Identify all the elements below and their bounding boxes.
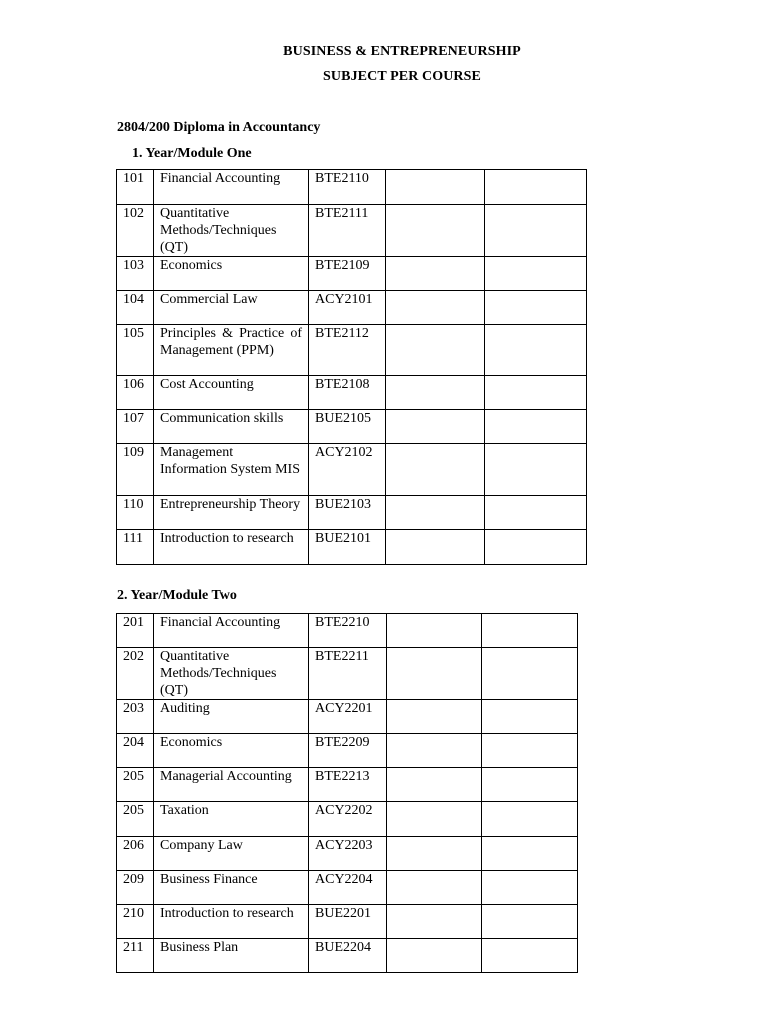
table-row xyxy=(117,700,578,734)
subject-name-cell: Financial Accounting xyxy=(154,614,309,648)
course-heading: 2804/200 Diploma in Accountancy xyxy=(117,120,321,135)
subject-name-cell: Business Plan xyxy=(154,939,309,973)
subject-code-cell: BTE2111 xyxy=(309,205,386,257)
subject-code-cell: BUE2103 xyxy=(309,496,386,530)
subject-code-cell: BTE2108 xyxy=(309,376,386,410)
empty-cell xyxy=(482,648,578,700)
empty-cell xyxy=(482,905,578,939)
table-row xyxy=(117,257,587,291)
empty-cell xyxy=(482,700,578,734)
module-one-heading: 1. Year/Module One xyxy=(132,146,252,161)
table-row xyxy=(117,614,578,648)
empty-cell xyxy=(482,837,578,871)
empty-cell xyxy=(386,410,485,444)
subject-name-cell: Auditing xyxy=(154,700,309,734)
empty-cell xyxy=(482,871,578,905)
empty-cell xyxy=(386,170,485,205)
table-row xyxy=(117,648,578,700)
document-subtitle: SUBJECT PER COURSE xyxy=(323,69,481,84)
subject-code-cell: BTE2109 xyxy=(309,257,386,291)
empty-cell xyxy=(386,444,485,496)
subject-code-cell: ACY2202 xyxy=(309,802,387,837)
module-one-table xyxy=(116,169,587,565)
subject-name-cell: Financial Accounting xyxy=(154,170,309,205)
empty-cell xyxy=(485,530,587,565)
subject-code-cell: ACY2203 xyxy=(309,837,387,871)
empty-cell xyxy=(386,291,485,325)
empty-cell xyxy=(387,648,482,700)
empty-cell xyxy=(485,444,587,496)
subject-number-cell: 205 xyxy=(117,802,154,837)
subject-code-cell: BUE2204 xyxy=(309,939,387,973)
empty-cell xyxy=(386,257,485,291)
subject-code-cell: BTE2213 xyxy=(309,768,387,802)
empty-cell xyxy=(387,700,482,734)
empty-cell xyxy=(387,614,482,648)
table-row xyxy=(117,410,587,444)
subject-number-cell: 206 xyxy=(117,837,154,871)
table-row xyxy=(117,444,587,496)
subject-number-cell: 103 xyxy=(117,257,154,291)
subject-name-cell: Quantitative Methods/Techniques (QT) xyxy=(154,648,309,700)
subject-number-cell: 201 xyxy=(117,614,154,648)
empty-cell xyxy=(386,325,485,376)
empty-cell xyxy=(485,496,587,530)
empty-cell xyxy=(482,802,578,837)
table-row xyxy=(117,205,587,257)
empty-cell xyxy=(482,614,578,648)
empty-cell xyxy=(386,205,485,257)
subject-number-cell: 202 xyxy=(117,648,154,700)
module-two-heading: 2. Year/Module Two xyxy=(117,588,237,603)
subject-name-cell: Economics xyxy=(154,257,309,291)
subject-number-cell: 105 xyxy=(117,325,154,376)
subject-code-cell: BTE2210 xyxy=(309,614,387,648)
subject-code-cell: ACY2102 xyxy=(309,444,386,496)
empty-cell xyxy=(482,734,578,768)
subject-number-cell: 211 xyxy=(117,939,154,973)
table-row xyxy=(117,871,578,905)
empty-cell xyxy=(485,291,587,325)
subject-code-cell: ACY2101 xyxy=(309,291,386,325)
subject-name-cell: Commercial Law xyxy=(154,291,309,325)
table-row xyxy=(117,905,578,939)
subject-name-cell: Economics xyxy=(154,734,309,768)
subject-name-cell: Introduction to research xyxy=(154,905,309,939)
subject-name-cell: Entrepreneurship Theory xyxy=(154,496,309,530)
empty-cell xyxy=(387,871,482,905)
table-row xyxy=(117,802,578,837)
subject-code-cell: BTE2209 xyxy=(309,734,387,768)
table-row xyxy=(117,496,587,530)
subject-number-cell: 104 xyxy=(117,291,154,325)
empty-cell xyxy=(485,205,587,257)
subject-number-cell: 111 xyxy=(117,530,154,565)
empty-cell xyxy=(387,905,482,939)
empty-cell xyxy=(387,768,482,802)
subject-code-cell: BTE2110 xyxy=(309,170,386,205)
subject-number-cell: 106 xyxy=(117,376,154,410)
table-row xyxy=(117,939,578,973)
subject-name-cell: Principles & Practice of Management (PPM) xyxy=(154,325,309,376)
table-row xyxy=(117,291,587,325)
subject-name-cell: Business Finance xyxy=(154,871,309,905)
subject-code-cell: BUE2105 xyxy=(309,410,386,444)
table-row xyxy=(117,837,578,871)
empty-cell xyxy=(485,325,587,376)
subject-name-cell: Company Law xyxy=(154,837,309,871)
document-title: BUSINESS & ENTREPRENEURSHIP xyxy=(283,44,521,59)
subject-number-cell: 101 xyxy=(117,170,154,205)
empty-cell xyxy=(387,837,482,871)
empty-cell xyxy=(386,530,485,565)
empty-cell xyxy=(387,734,482,768)
subject-code-cell: BTE2211 xyxy=(309,648,387,700)
subject-name-cell: Introduction to research xyxy=(154,530,309,565)
empty-cell xyxy=(485,410,587,444)
empty-cell xyxy=(485,170,587,205)
subject-name-cell: Cost Accounting xyxy=(154,376,309,410)
subject-code-cell: ACY2201 xyxy=(309,700,387,734)
module-two-table xyxy=(116,613,578,973)
subject-number-cell: 205 xyxy=(117,768,154,802)
table-row xyxy=(117,170,587,205)
subject-number-cell: 210 xyxy=(117,905,154,939)
subject-number-cell: 107 xyxy=(117,410,154,444)
module-one-table-body xyxy=(117,170,587,565)
subject-code-cell: BUE2101 xyxy=(309,530,386,565)
subject-code-cell: BTE2112 xyxy=(309,325,386,376)
subject-name-cell: Communication skills xyxy=(154,410,309,444)
subject-number-cell: 110 xyxy=(117,496,154,530)
table-row xyxy=(117,530,587,565)
empty-cell xyxy=(386,496,485,530)
empty-cell xyxy=(387,939,482,973)
empty-cell xyxy=(386,376,485,410)
table-row xyxy=(117,734,578,768)
empty-cell xyxy=(485,376,587,410)
subject-code-cell: BUE2201 xyxy=(309,905,387,939)
module-two-table-body xyxy=(117,614,578,973)
table-row xyxy=(117,325,587,376)
table-row xyxy=(117,768,578,802)
subject-name-cell: Managerial Accounting xyxy=(154,768,309,802)
empty-cell xyxy=(387,802,482,837)
subject-number-cell: 203 xyxy=(117,700,154,734)
subject-name-cell: Taxation xyxy=(154,802,309,837)
subject-name-cell: Quantitative Methods/Techniques (QT) xyxy=(154,205,309,257)
empty-cell xyxy=(485,257,587,291)
empty-cell xyxy=(482,768,578,802)
subject-number-cell: 109 xyxy=(117,444,154,496)
subject-number-cell: 204 xyxy=(117,734,154,768)
subject-number-cell: 102 xyxy=(117,205,154,257)
empty-cell xyxy=(482,939,578,973)
subject-name-cell: Management Information System MIS xyxy=(154,444,309,496)
subject-code-cell: ACY2204 xyxy=(309,871,387,905)
subject-number-cell: 209 xyxy=(117,871,154,905)
table-row xyxy=(117,376,587,410)
